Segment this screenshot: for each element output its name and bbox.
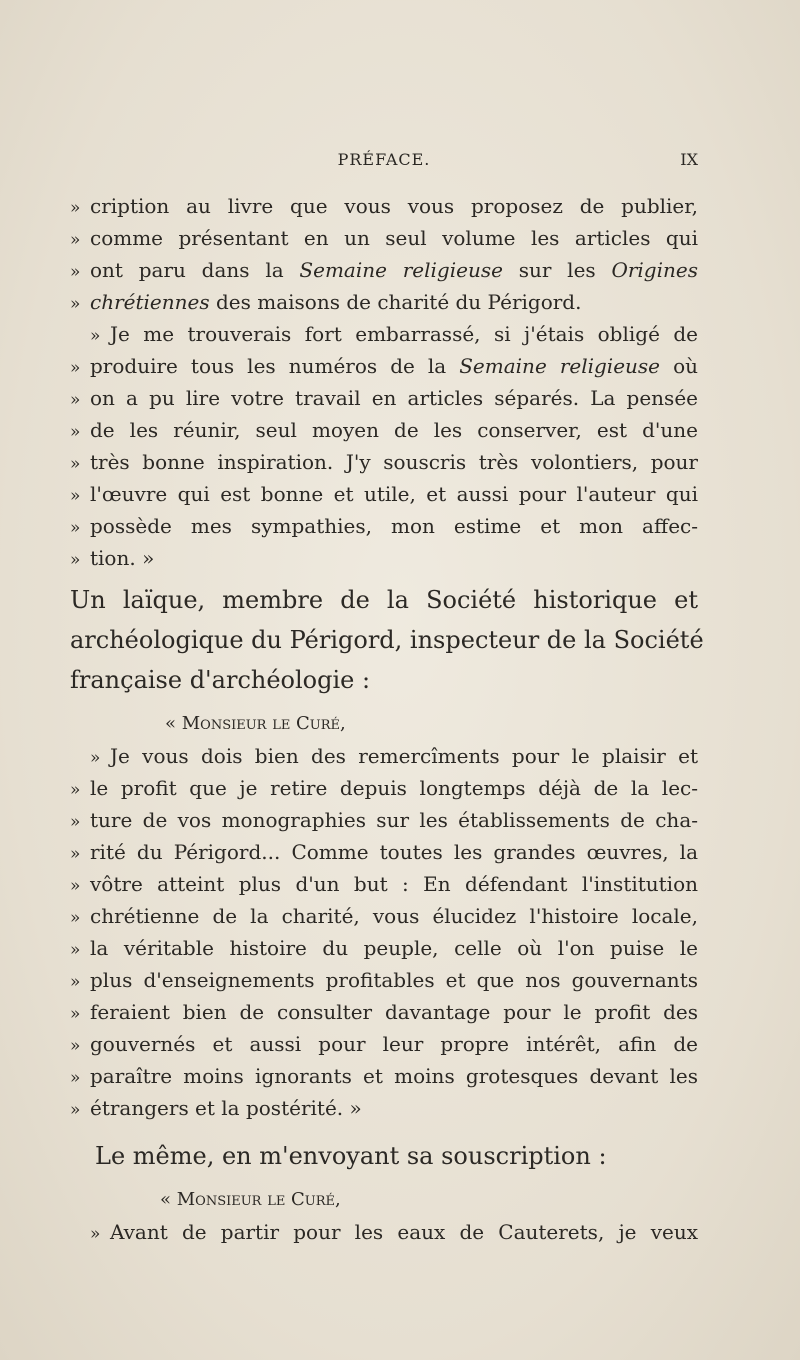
text-line: » l'œuvre qui est bonne et utile, et aussi pour l'auteur qui (70, 482, 698, 506)
text-line: » rité du Périgord... Comme toutes les grandes œuvres, la (70, 840, 698, 864)
running-header (70, 150, 698, 176)
text-line: » comme présentant en un seul volume les articles qui (70, 226, 698, 250)
text-line: » le profit que je retire depuis longtemps déjà de la lec- (70, 776, 698, 800)
salutation: « Monsieur le Curé, (165, 713, 346, 734)
text-line: » cription au livre que vous vous proposez de publier, (70, 194, 698, 218)
text-line: » produire tous les numéros de la Semaine religieuse où (70, 354, 698, 378)
text-line: » ont paru dans la Semaine religieuse sur les Origines (70, 258, 698, 282)
running-title: PRÉFACE. (337, 150, 431, 169)
text-line: » très bonne inspiration. J'y souscris très volontiers, pour (70, 450, 698, 474)
salutation: « Monsieur le Curé, (160, 1189, 341, 1210)
text-line: » gouvernés et aussi pour leur propre intérêt, afin de (70, 1032, 698, 1056)
text-line: » chrétienne de la charité, vous élucidez l'histoire locale, (70, 904, 698, 928)
text-line: » on a pu lire votre travail en articles séparés. La pensée (70, 386, 698, 410)
text-line: » possède mes sympathies, mon estime et mon affec- (70, 514, 698, 538)
text-line: » plus d'enseignements profitables et que nos gouvernants (70, 968, 698, 992)
text-line: » la véritable histoire du peuple, celle où l'on puise le (70, 936, 698, 960)
text-line: » Je me trouverais fort embarrassé, si j'étais obligé de (90, 322, 698, 346)
text-line: » ture de vos monographies sur les établissements de cha- (70, 808, 698, 832)
text-line: » chrétiennes des maisons de charité du Périgord. (70, 290, 582, 314)
text-line: » vôtre atteint plus d'un but : En défendant l'institution (70, 872, 698, 896)
page-number: IX (680, 150, 698, 169)
text-line: » Je vous dois bien des remercîments pour le plaisir et (90, 744, 698, 768)
text-line: » étrangers et la postérité. » (70, 1096, 362, 1120)
text-line: » tion. » (70, 546, 155, 570)
text-line: » feraient bien de consulter davantage pour le profit des (70, 1000, 698, 1024)
paragraph-line: française d'archéologie : (70, 666, 371, 694)
paragraph-line: Un laïque, membre de la Société historique et (70, 586, 698, 614)
text-line: » de les réunir, seul moyen de les conserver, est d'une (70, 418, 698, 442)
paragraph-line: Le même, en m'envoyant sa souscription : (95, 1142, 607, 1170)
paragraph-line: archéologique du Périgord, inspecteur de la Société (70, 626, 704, 654)
text-line: » paraître moins ignorants et moins grotesques devant les (70, 1064, 698, 1088)
text-line: » Avant de partir pour les eaux de Cauterets, je veux (90, 1220, 698, 1244)
